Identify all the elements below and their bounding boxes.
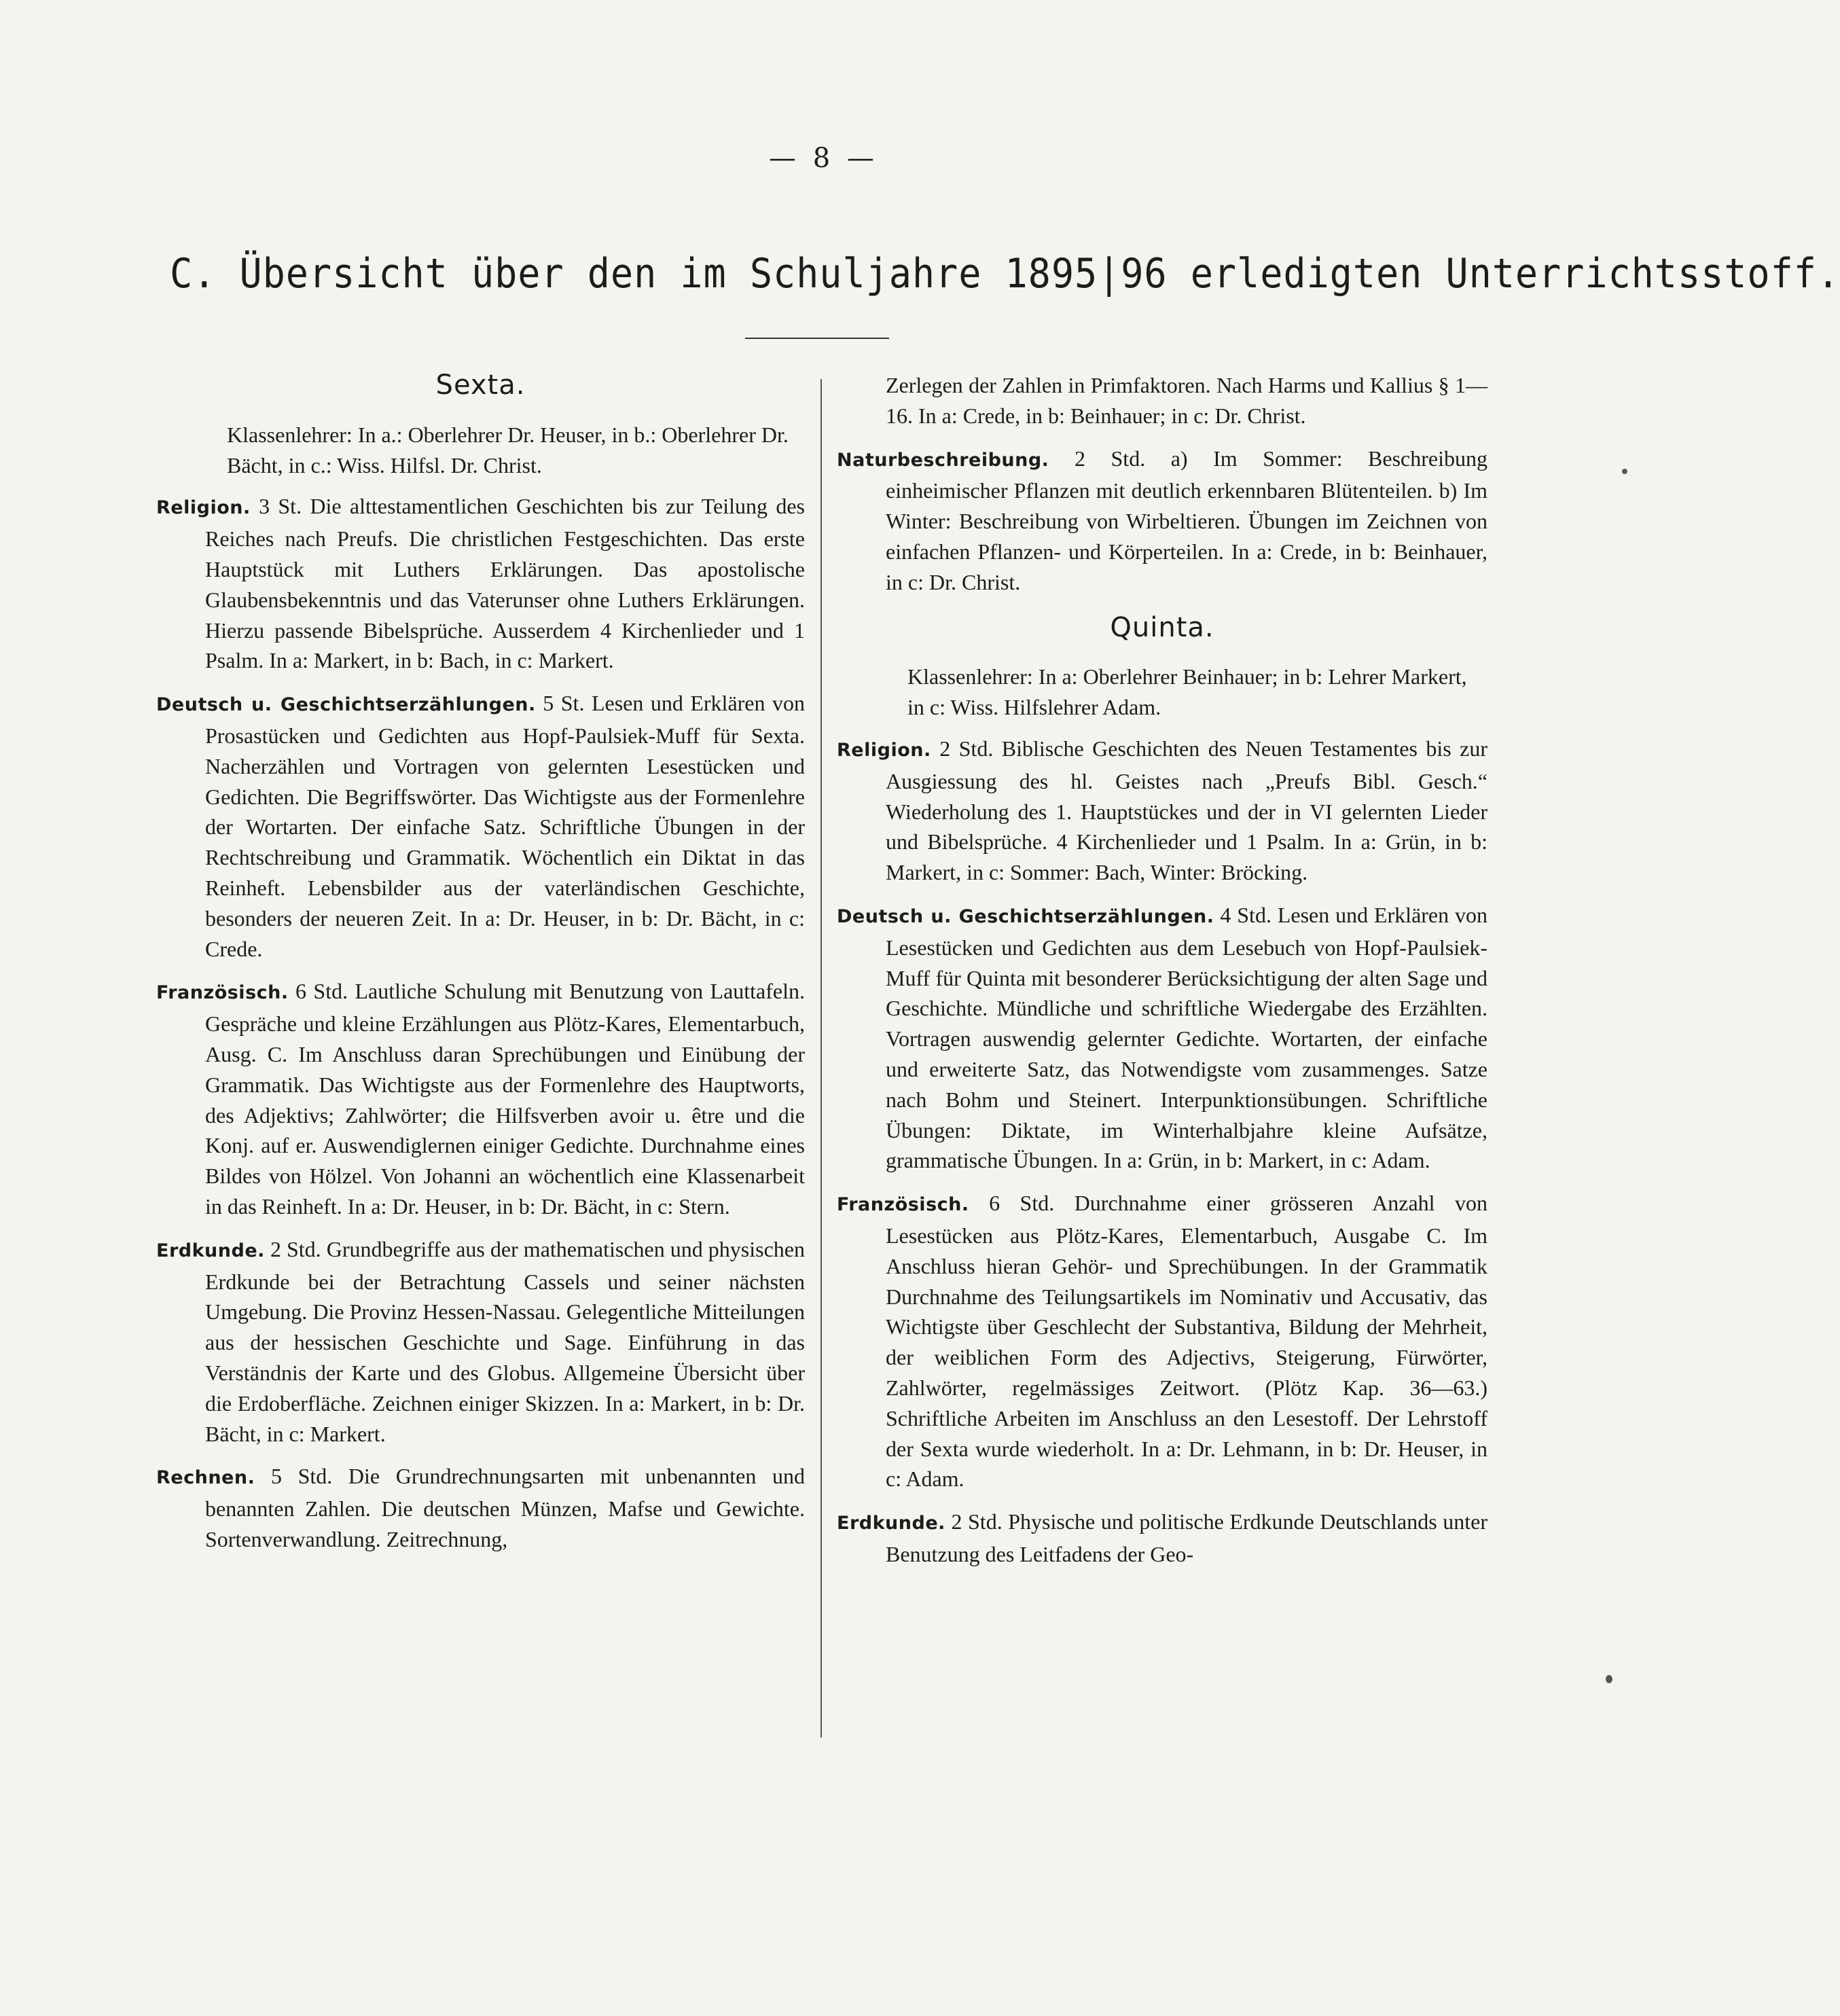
subject-label: Französisch.	[837, 1194, 969, 1216]
left-column	[156, 370, 805, 1567]
subject-text: 5 Std. Die Grundrechnungsarten mit unbenannten und benannten Zahlen. Die deutschen Münzen, Mafse und Gewichte. Sortenverwandlung. Zeitrechnung,	[205, 1464, 806, 1551]
subject-label: Deutsch u. Geschichtserzählungen.	[837, 905, 1214, 927]
subject-label: Naturbeschreibung.	[837, 449, 1049, 471]
quinta-religion-paragraph	[837, 734, 1487, 888]
subject-label: Rechnen.	[156, 1467, 255, 1489]
quinta-class-teachers: Klassenlehrer: In a: Oberlehrer Beinhauer; in b: Lehrer Markert, in c: Wiss. Hilfslehrer Adam.	[907, 664, 1467, 720]
subject-label: Französisch.	[156, 982, 289, 1004]
subject-text: 6 Std. Durchnahme einer grösseren Anzahl von Lesestücken aus Plötz-Kares, Elementarbuch, Ausgabe C. Im Anschluss hieran Gehör- und Sprechübungen. In der Grammatik Durchnahme des Teilungsartikels im Nominativ und Accusativ, das Wichtigste über Geschlecht der Substantiva, Bildung der Mehrheit, der weiblichen Form des Adjectivs, Steigerung, Fürwörter, Zahlwörter, regelmässiges Zeitwort. (Plötz Kap. 36—63.) Schriftliche Arbeiten im Anschluss an den Lesestoff. Der Lehrstoff der Sexta wurde wiederholt. In a: Dr. Lehmann, in b: Dr. Heuser, in c: Adam.	[886, 1191, 1488, 1492]
paper-speck	[1606, 1675, 1612, 1683]
subject-label: Deutsch u. Geschichtserzählungen.	[156, 694, 536, 716]
paper-speck	[1622, 469, 1627, 474]
column-divider	[820, 379, 822, 1738]
right-column	[837, 370, 1487, 1582]
sexta-rechnen-continuation: Zerlegen der Zahlen in Primfaktoren. Nach Harms und Kallius § 1—16. In a: Crede, in b: Beinhauer; in c: Dr. Christ.	[886, 373, 1487, 428]
sexta-naturbeschreibung-paragraph	[837, 444, 1487, 598]
sexta-deutsch-paragraph	[156, 688, 805, 964]
page-title: C. Übersicht über den im Schuljahre 1895|96 erledigten Unterrichtsstoff.	[170, 250, 1840, 298]
sexta-franzoesisch-paragraph	[156, 976, 805, 1221]
subject-label: Erdkunde.	[156, 1240, 265, 1261]
page-number: — 8 —	[769, 143, 878, 174]
subject-text: 6 Std. Lautliche Schulung mit Benutzung von Lauttafeln. Gespräche und kleine Erzählungen aus Plötz-Kares, Elementarbuch, Ausg. C. Im Anschluss daran Sprechübungen und Einübung der Grammatik. Das Wichtigste aus der Formenlehre des Hauptworts, des Adjektivs; Zahlwörter; die Hilfsverben avoir u. être und die Konj. auf er. Auswendiglernen einiger Gedichte. Durchnahme eines Bildes von Hölzel. Von Johanni an wöchentlich eine Klassenarbeit in das Reinheft. In a: Dr. Heuser, in b: Dr. Bächt, in c: Stern.	[205, 979, 806, 1219]
subject-text: 2 Std. Physische und politische Erdkunde Deutschlands unter Benutzung des Leitfadens der Geo-	[886, 1509, 1488, 1566]
section-heading-quinta: Quinta.	[1110, 611, 1214, 643]
subject-label: Religion.	[156, 497, 251, 519]
quinta-deutsch-paragraph	[837, 900, 1487, 1176]
quinta-erdkunde-paragraph	[837, 1507, 1487, 1570]
subject-text: 3 St. Die alttestamentlichen Geschichten bis zur Teilung des Reiches nach Preufs. Die christlichen Festgeschichten. Das erste Hauptstück mit Luthers Erklärungen. Das apostolische Glaubensbekenntnis und das Vaterunser ohne Luthers Erklärungen. Hierzu passende Bibelsprüche. Ausserdem 4 Kirchenlieder und 1 Psalm. In a: Markert, in b: Bach, in c: Markert.	[205, 494, 806, 673]
title-divider	[745, 338, 889, 339]
sexta-rechnen-paragraph	[156, 1461, 805, 1554]
subject-text: 2 Std. Biblische Geschichten des Neuen Testamentes bis zur Ausgiessung des hl. Geistes nach „Preufs Bibl. Gesch.“ Wiederholung des 1. Hauptstückes und der in VI gelernten Lieder und Bibelsprüche. 4 Kirchenlieder und 1 Psalm. In a: Grün, in b: Markert, in c: Sommer: Bach, Winter: Bröcking.	[886, 736, 1488, 885]
subject-text: 2 Std. Grundbegriffe aus der mathematischen und physischen Erdkunde bei der Betrachtung Cassels und seiner nächsten Umgebung. Die Provinz Hessen-Nassau. Gelegentliche Mitteilungen aus der hessischen Geschichte und Sage. Einführung in das Verständnis der Karte und des Globus. Allgemeine Übersicht über die Erdoberfläche. Zeichnen einiger Skizzen. In a: Markert, in b: Dr. Bächt, in c: Markert.	[205, 1236, 806, 1446]
subject-text: 5 St. Lesen und Erklären von Prosastücken und Gedichten aus Hopf-Paulsiek-Muff für Sexta. Nacherzählen und Vortragen von gelernten Lesestücken und Gedichten. Die Begriffswörter. Das Wichtigste aus der Formenlehre der Wortarten. Der einfache Satz. Schriftliche Übungen in der Rechtschreibung und Grammatik. Wöchentlich ein Diktat in das Reinheft. Lebensbilder aus der vaterländischen Geschichte, besonders der neueren Zeit. In a: Dr. Heuser, in b: Dr. Bächt, in c: Crede.	[205, 691, 806, 961]
subject-label: Erdkunde.	[837, 1513, 945, 1534]
sexta-erdkunde-paragraph	[156, 1234, 805, 1450]
section-heading-sexta: Sexta.	[435, 370, 526, 401]
sexta-religion-paragraph	[156, 491, 805, 676]
subject-text: 2 Std. a) Im Sommer: Beschreibung einheimischer Pflanzen mit deutlich erkennbaren Blütenteilen. b) Im Winter: Beschreibung von Wirbeltieren. Übungen im Zeichnen von einfachen Pflanzen- und Körperteilen. In a: Crede, in b: Beinhauer, in c: Dr. Christ.	[886, 446, 1487, 594]
subject-label: Religion.	[837, 739, 931, 761]
subject-text: 4 Std. Lesen und Erklären von Lesestücken und Gedichten aus dem Lesebuch von Hopf-Paulsiek-Muff für Quinta mit besonderer Berücksichtigung der alten Sage und Geschichte. Mündliche und schriftliche Wiedergabe des Erzählten. Vortragen auswendig gelernter Gedichte. Wortarten, der einfache und erweiterte Satz, das Notwendigste vom zusammenges. Satze nach Bohm und Steinert. Interpunktionsübungen. Schriftliche Übungen: Diktate, im Winterhalbjahre kleine Aufsätze, grammatische Übungen. In a: Grün, in b: Markert, in c: Adam.	[886, 902, 1488, 1173]
sexta-class-teachers: Klassenlehrer: In a.: Oberlehrer Dr. Heuser, in b.: Oberlehrer Dr. Bächt, in c.: Wiss. Hilfsl. Dr. Christ.	[227, 422, 789, 478]
quinta-franzoesisch-paragraph	[837, 1188, 1487, 1494]
